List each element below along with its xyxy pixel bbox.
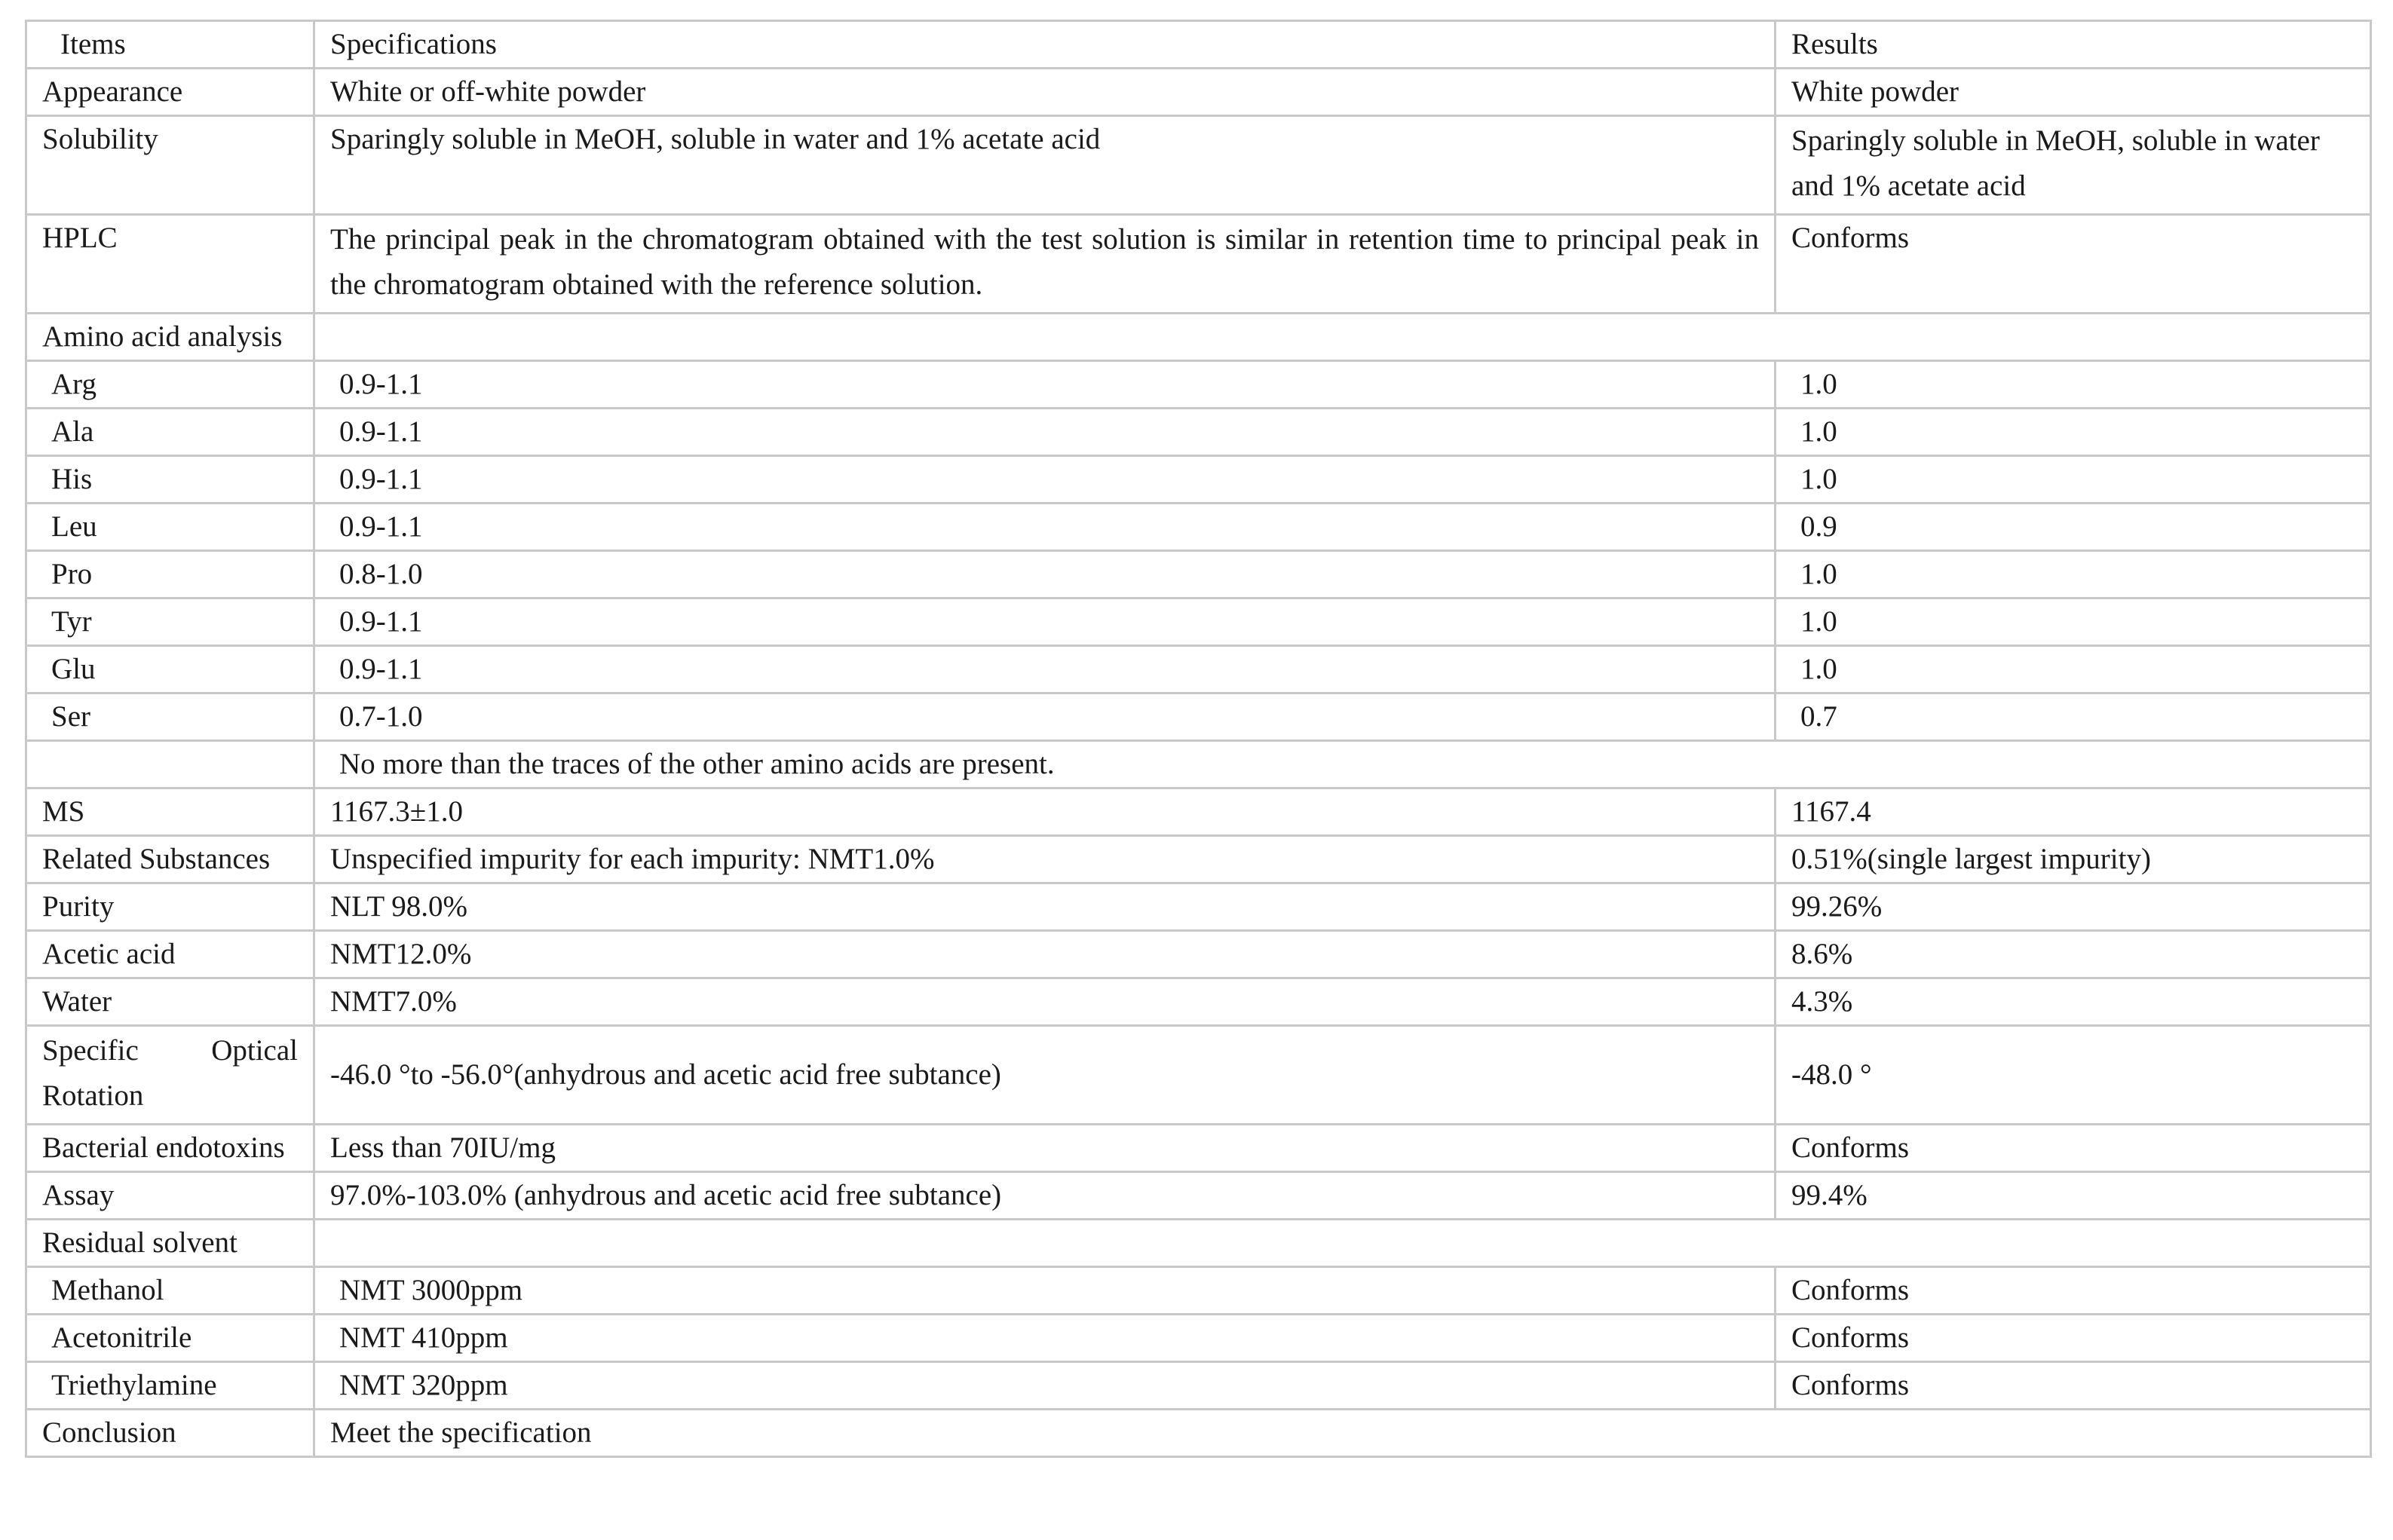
result-cell: 0.51%(single largest impurity) (1776, 836, 2371, 883)
result-cell: 99.26% (1776, 883, 2371, 931)
column-header-items: Items (26, 21, 314, 69)
table-row-specific-optical-rotation (26, 1026, 2371, 1125)
conclusion-cell: Meet the specification (314, 1410, 2371, 1457)
spec-cell: NMT 3000ppm (314, 1267, 1776, 1315)
result-cell: 8.6% (1776, 931, 2371, 978)
item-cell: Leu (26, 504, 314, 551)
empty-cell (314, 1220, 2371, 1267)
result-cell: 1.0 (1776, 409, 2371, 456)
empty-cell (314, 314, 2371, 361)
table-header-row (26, 21, 2371, 69)
spec-cell: Unspecified impurity for each impurity: NMT1.0% (314, 836, 1776, 883)
table-row-ms (26, 788, 2371, 836)
item-cell: Ser (26, 693, 314, 741)
item-cell: Appearance (26, 69, 314, 116)
table-row-ser (26, 693, 2371, 741)
spec-cell: 0.9-1.1 (314, 646, 1776, 693)
spec-cell: 0.9-1.1 (314, 504, 1776, 551)
item-cell: Methanol (26, 1267, 314, 1315)
spec-cell: 0.9-1.1 (314, 599, 1776, 646)
spec-cell: NMT 320ppm (314, 1362, 1776, 1410)
table-row-purity (26, 883, 2371, 931)
table-row-appearance (26, 69, 2371, 116)
item-cell: Glu (26, 646, 314, 693)
empty-cell (26, 741, 314, 788)
spec-cell: 1167.3±1.0 (314, 788, 1776, 836)
result-cell: Conforms (1776, 1362, 2371, 1410)
result-cell: 1.0 (1776, 599, 2371, 646)
item-cell: HPLC (26, 215, 314, 314)
result-cell: Conforms (1776, 215, 2371, 314)
table-row-conclusion (26, 1410, 2371, 1457)
result-cell: 0.7 (1776, 693, 2371, 741)
table-row-solubility (26, 116, 2371, 215)
result-cell: 1.0 (1776, 361, 2371, 409)
spec-table (25, 20, 2372, 1458)
spec-cell: The principal peak in the chromatogram obtained with the test solution is similar in retention time to principal peak in the chromatogram obtained with the reference solution. (314, 215, 1776, 314)
result-cell: 1167.4 (1776, 788, 2371, 836)
spec-cell: NLT 98.0% (314, 883, 1776, 931)
table-row-acetonitrile (26, 1315, 2371, 1362)
item-cell: Purity (26, 883, 314, 931)
item-cell: Amino acid analysis (26, 314, 314, 361)
table-row-leu (26, 504, 2371, 551)
item-cell: Arg (26, 361, 314, 409)
result-cell: 1.0 (1776, 551, 2371, 599)
item-cell: Water (26, 978, 314, 1026)
spec-cell: 0.9-1.1 (314, 456, 1776, 504)
item-cell: Tyr (26, 599, 314, 646)
item-cell: Assay (26, 1172, 314, 1220)
item-cell: Related Substances (26, 836, 314, 883)
table-row-hplc (26, 215, 2371, 314)
item-cell: Residual solvent (26, 1220, 314, 1267)
result-cell: Conforms (1776, 1315, 2371, 1362)
item-cell: His (26, 456, 314, 504)
result-cell: -48.0 ° (1776, 1026, 2371, 1125)
column-header-results: Results (1776, 21, 2371, 69)
column-header-specifications: Specifications (314, 21, 1776, 69)
item-cell: Triethylamine (26, 1362, 314, 1410)
result-cell: White powder (1776, 69, 2371, 116)
spec-cell: 0.7-1.0 (314, 693, 1776, 741)
table-row-water (26, 978, 2371, 1026)
item-cell: MS (26, 788, 314, 836)
spec-cell: 0.8-1.0 (314, 551, 1776, 599)
table-row-tyr (26, 599, 2371, 646)
item-cell: Specific Optical Rotation (26, 1026, 314, 1125)
spec-cell: NMT7.0% (314, 978, 1776, 1026)
specification-sheet (25, 20, 2372, 1458)
table-row-bacterial-endotoxins (26, 1125, 2371, 1172)
spec-cell: -46.0 °to -56.0°(anhydrous and acetic acid free subtance) (314, 1026, 1776, 1125)
item-cell: Conclusion (26, 1410, 314, 1457)
table-row-residual-solvent (26, 1220, 2371, 1267)
table-row-traces-note (26, 741, 2371, 788)
table-row-glu (26, 646, 2371, 693)
result-cell: 1.0 (1776, 456, 2371, 504)
spec-cell: Less than 70IU/mg (314, 1125, 1776, 1172)
table-row-methanol (26, 1267, 2371, 1315)
result-cell: Conforms (1776, 1267, 2371, 1315)
traces-note: No more than the traces of the other amino acids are present. (314, 741, 2371, 788)
result-cell: 99.4% (1776, 1172, 2371, 1220)
item-cell: Ala (26, 409, 314, 456)
table-row-his (26, 456, 2371, 504)
spec-cell: 97.0%-103.0% (anhydrous and acetic acid free subtance) (314, 1172, 1776, 1220)
result-cell: Conforms (1776, 1125, 2371, 1172)
result-cell: 1.0 (1776, 646, 2371, 693)
item-cell: Bacterial endotoxins (26, 1125, 314, 1172)
spec-cell: NMT 410ppm (314, 1315, 1776, 1362)
table-row-ala (26, 409, 2371, 456)
table-row-amino-acid-analysis (26, 314, 2371, 361)
item-cell: Acetonitrile (26, 1315, 314, 1362)
table-row-triethylamine (26, 1362, 2371, 1410)
table-row-related-substances (26, 836, 2371, 883)
table-row-acetic-acid (26, 931, 2371, 978)
item-cell: Acetic acid (26, 931, 314, 978)
spec-cell: 0.9-1.1 (314, 409, 1776, 456)
spec-cell: NMT12.0% (314, 931, 1776, 978)
item-cell: Solubility (26, 116, 314, 215)
table-row-arg (26, 361, 2371, 409)
spec-cell: White or off-white powder (314, 69, 1776, 116)
result-cell: 0.9 (1776, 504, 2371, 551)
result-cell: 4.3% (1776, 978, 2371, 1026)
table-row-pro (26, 551, 2371, 599)
item-cell: Pro (26, 551, 314, 599)
spec-cell: Sparingly soluble in MeOH, soluble in water and 1% acetate acid (314, 116, 1776, 215)
spec-cell: 0.9-1.1 (314, 361, 1776, 409)
result-cell: Sparingly soluble in MeOH, soluble in water and 1% acetate acid (1776, 116, 2371, 215)
table-row-assay (26, 1172, 2371, 1220)
